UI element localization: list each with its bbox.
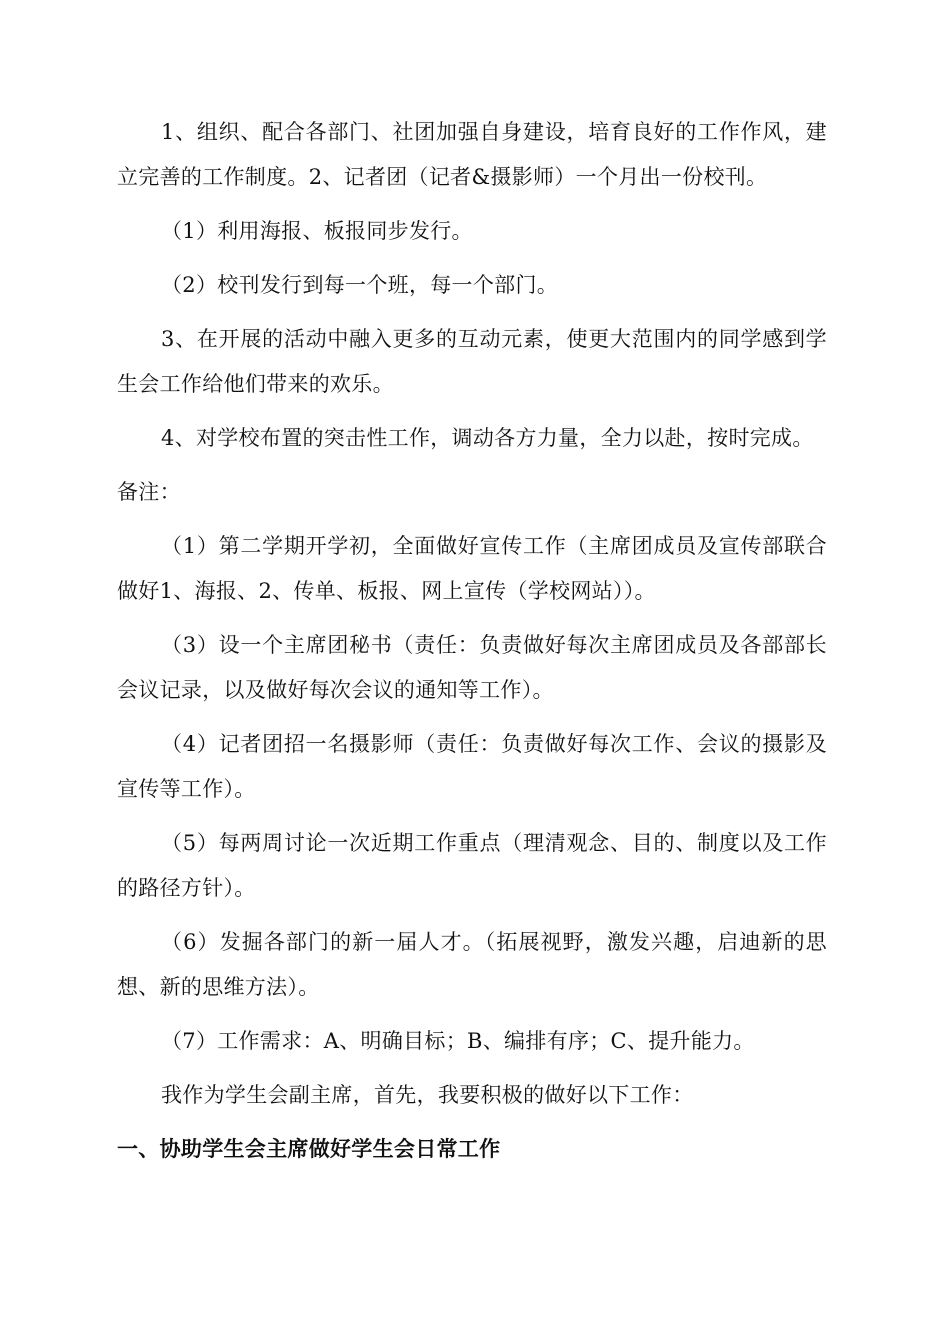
section-heading: 一、协助学生会主席做好学生会日常工作 bbox=[117, 1137, 501, 1161]
note-item-3: （3）设一个主席团秘书（责任：负责做好每次主席团成员及各部部长会议记录，以及做好每次会议的通知等工作）。 bbox=[117, 633, 827, 702]
note-item-4: （4）记者团招一名摄影师（责任：负责做好每次工作、会议的摄影及宣传等工作）。 bbox=[117, 732, 827, 801]
note-item-1: （1）第二学期开学初，全面做好宣传工作（主席团成员及宣传部联合做好1、海报、2、传单、板报、网上宣传（学校网站））。 bbox=[117, 534, 827, 603]
note-item-7: （7）工作需求：A、明确目标；B、编排有序；C、提升能力。 bbox=[161, 1029, 755, 1053]
document-page bbox=[117, 110, 827, 1172]
paragraph-3: （2）校刊发行到每一个班，每一个部门。 bbox=[161, 273, 559, 297]
paragraph-4: 3、在开展的活动中融入更多的互动元素，使更大范围内的同学感到学生会工作给他们带来的欢乐。 bbox=[117, 327, 827, 396]
closing-paragraph: 我作为学生会副主席，首先，我要积极的做好以下工作： bbox=[161, 1083, 694, 1107]
paragraph-5: 4、对学校布置的突击性工作，调动各方力量，全力以赴，按时完成。 bbox=[161, 426, 814, 450]
paragraph-2: （1）利用海报、板报同步发行。 bbox=[161, 219, 473, 243]
note-item-6: （6）发掘各部门的新一届人才。（拓展视野，激发兴趣，启迪新的思想、新的思维方法）。 bbox=[117, 930, 827, 999]
note-label: 备注： bbox=[117, 480, 181, 504]
note-item-5: （5）每两周讨论一次近期工作重点（理清观念、目的、制度以及工作的路径方针）。 bbox=[117, 831, 827, 900]
paragraph-1: 1、组织、配合各部门、社团加强自身建设，培育良好的工作作风，建立完善的工作制度。2、记者团（记者&摄影师）一个月出一份校刊。 bbox=[117, 120, 827, 189]
